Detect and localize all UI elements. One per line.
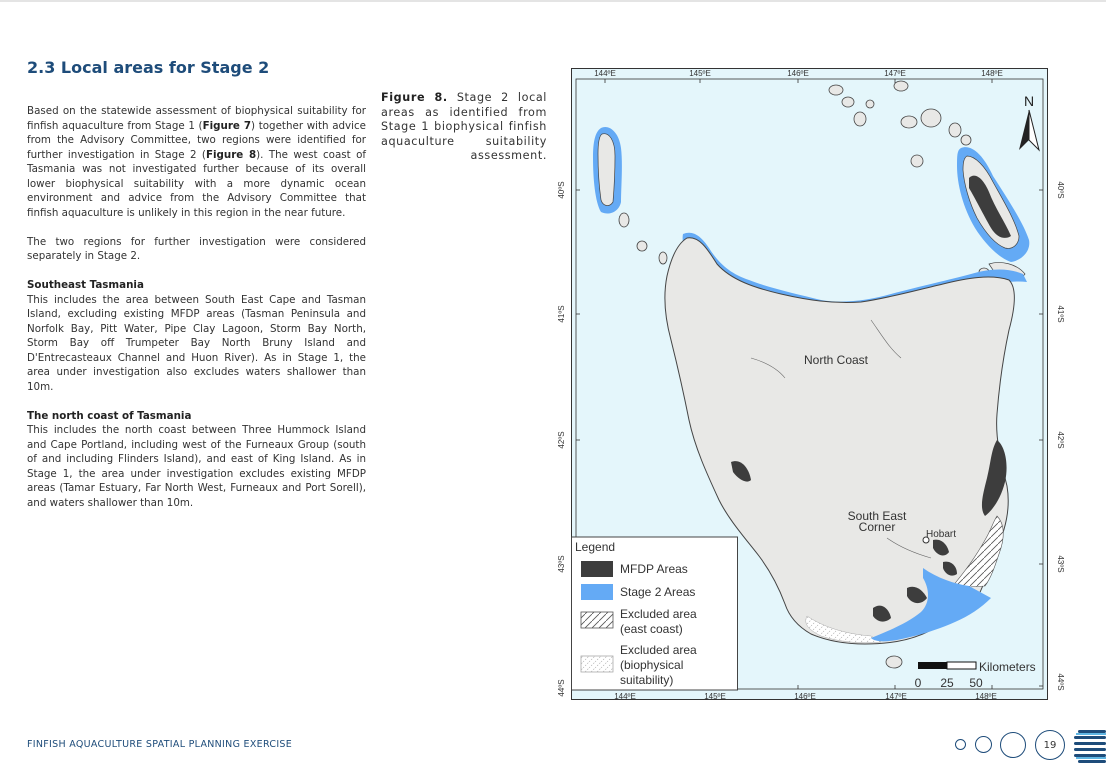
southeast-paragraph: This includes the area between South East Cape and Tasman Island, excluding existing MFDP areas (Tasman Peninsula and Norfolk Bay, Pitt Water, Pipe Clay Lagoon, Storm Bay North, Storm Bay off Trumpeter Bay North Bruny Island and D'Entrecasteaux Channel and Huon River). As in Stage 1, the area under investigation also excludes waters shallower than 10m. (27, 293, 366, 393)
separately-paragraph: The two regions for further investigation were considered separately in Stage 2. (27, 235, 366, 262)
lat-label-left: 43ºS (557, 555, 566, 573)
legend-swatch-mfdp (581, 561, 613, 577)
lon-label-bottom: 147ºE (885, 692, 907, 701)
lon-label-top: 145ºE (689, 69, 711, 78)
lon-label-top: 144ºE (594, 69, 616, 78)
lat-label-right: 42ºS (1056, 431, 1065, 449)
lon-label-bottom: 148ºE (975, 692, 997, 701)
top-divider (0, 0, 1106, 2)
footer-title: FINFISH AQUACULTURE SPATIAL PLANNING EXERCISE (27, 739, 293, 750)
king-island (593, 127, 622, 214)
map-figure (557, 68, 1065, 701)
lon-label-top: 148ºE (981, 69, 1003, 78)
legend-swatch-excluded-bio (581, 656, 613, 672)
page-dot-medium (975, 736, 992, 753)
legend-swatch-excluded-east (581, 612, 613, 628)
lat-label-right: 40ºS (1056, 181, 1065, 199)
southeast-heading: Southeast Tasmania (27, 279, 144, 291)
legend-label-stage2: Stage 2 Areas (620, 585, 696, 599)
figure-7-reference: Figure 7 (202, 119, 252, 132)
lat-label-left: 42ºS (557, 431, 566, 449)
lon-label-top: 146ºE (787, 69, 809, 78)
figure-label: Figure 8. (381, 91, 448, 104)
legend-label-excluded-bio: Excluded area (620, 643, 697, 657)
legend-label-excluded-bio-3: suitability) (620, 673, 674, 687)
legend-label-excluded-east-2: (east coast) (620, 622, 683, 636)
page-dot-large (1000, 732, 1026, 758)
south-east-label: South East (847, 509, 907, 523)
page-number: 19 (1035, 730, 1065, 760)
figure-caption (381, 91, 547, 164)
lat-label-right: 44ºS (1056, 673, 1065, 691)
north-coast-label: North Coast (803, 353, 869, 367)
map-legend (572, 537, 738, 690)
scale-tick-0: 0 (914, 676, 922, 690)
scale-unit: Kilometers (979, 660, 1036, 674)
intro-text-c: ). The west coast of Tasmania was not investigated further because of its overall lower biophysical suitability with a more dynamic ocean environment and advice from the Advisory Committee that finfish aquaculture is unlikely in this region in the near future. (27, 148, 366, 219)
legend-label-excluded-bio-2: (biophysical (620, 658, 684, 672)
lon-label-bottom: 145ºE (704, 692, 726, 701)
intro-text-b: ) together with advice from the Advisory Committee, two regions were identified for further investigation in Stage 2 ( (27, 119, 367, 161)
hobart-label: Hobart (926, 529, 957, 540)
figure-caption-text: Stage 2 local areas as identified from Stage 1 biophysical finfish aquaculture suitability assessment. (381, 91, 547, 162)
brand-logo-icon (1074, 716, 1106, 776)
north-coast-heading: The north coast of Tasmania (27, 409, 192, 422)
lat-label-left: 40ºS (557, 181, 566, 199)
intro-paragraph (27, 104, 366, 220)
map-svg (557, 68, 1065, 701)
legend-title: Legend (575, 540, 616, 554)
page-indicator (955, 730, 1106, 760)
scale-tick-25: 25 (940, 676, 954, 690)
lon-label-bottom: 146ºE (794, 692, 816, 701)
body-text (27, 104, 366, 510)
legend-label-mfdp: MFDP Areas (620, 562, 688, 576)
lat-label-right: 43ºS (1056, 555, 1065, 573)
north-coast-paragraph: This includes the north coast between Three Hummock Island and Cape Portland, including west of the Furneaux Group (south of and including Flinders Island), and east of King Island. As in Stage 1, the area under investigation excludes existing MFDP areas (Tamar Estuary, Far North West, Furneaux and Port Sorell), and waters shallower than 10m. (27, 424, 366, 509)
scale-tick-50: 50 (969, 676, 983, 690)
page-dot-small (955, 739, 966, 750)
lat-label-left: 41ºS (557, 305, 566, 323)
lon-label-top: 147ºE (884, 69, 906, 78)
north-label: N (1023, 93, 1035, 109)
figure-8-reference: Figure 8 (205, 148, 257, 161)
legend-swatch-stage2 (581, 584, 613, 600)
corner-label: Corner (858, 520, 896, 534)
lat-label-right: 41ºS (1056, 305, 1065, 323)
section-title: 2.3 Local areas for Stage 2 (27, 58, 270, 77)
lat-label-left: 44ºS (557, 679, 566, 697)
legend-label-excluded-east: Excluded area (620, 607, 697, 621)
intro-text-a: Based on the statewide assessment of biophysical suitability for finfish aquaculture from Stage 1 ( (27, 105, 366, 132)
lon-label-bottom: 144ºE (614, 692, 636, 701)
